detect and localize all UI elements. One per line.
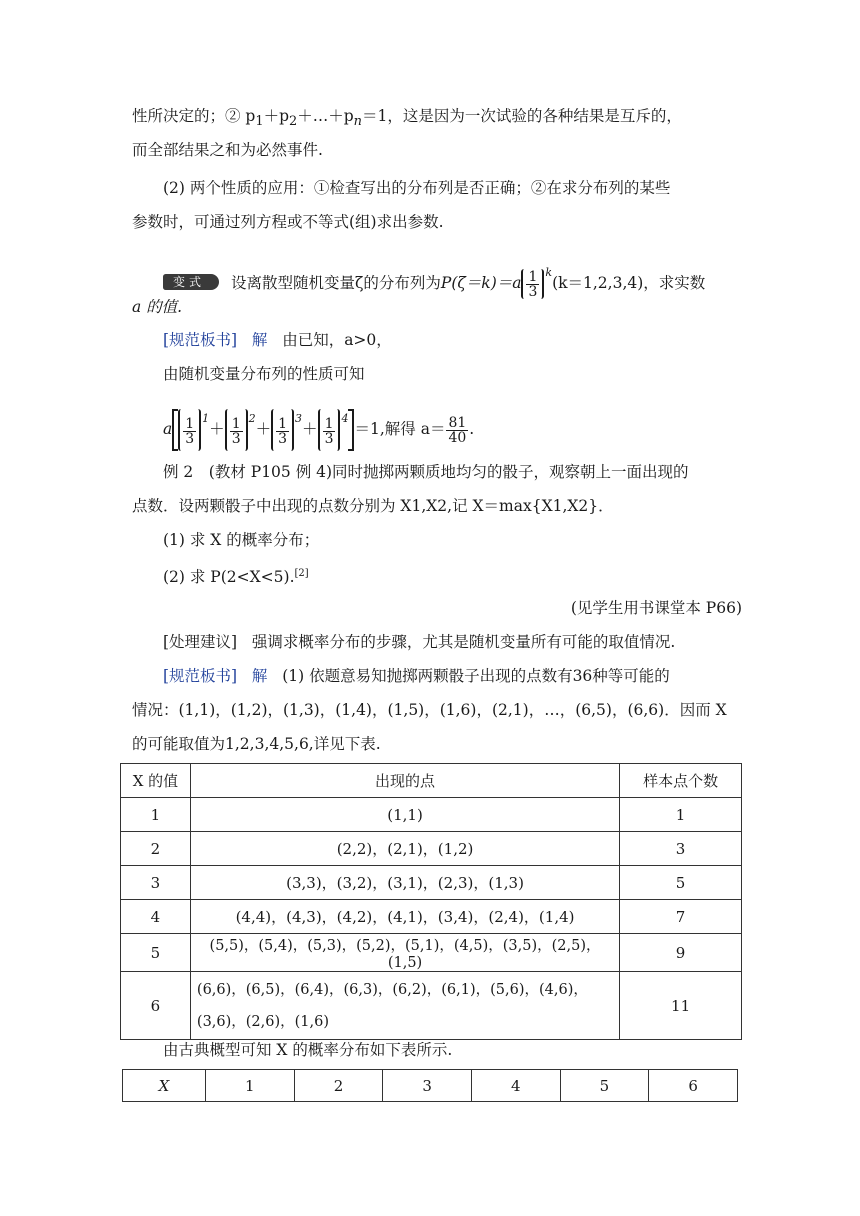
example2-q1: (1) 求 X 的概率分布； — [163, 531, 320, 549]
solution2-tag: [规范板书] — [163, 667, 238, 685]
solution1-equation: a $\frac{1}{3}$ $^1$＋ $\frac{1}{3}$ $^2$＋ $\frac{1}{3}$ $^3$＋ $\frac{1}{3}$ $^4$＝1,解得 a＝ $\frac{81}{40}$ . — [163, 398, 474, 451]
table-row: 3 (3,3)，(3,2)，(3,1)，(2,3)，(1,3) 5 — [121, 866, 742, 900]
see-reference: (见学生用书课堂本 P66) — [570, 599, 742, 617]
solution1-line2: 由随机变量分布列的性质可知 — [163, 365, 365, 383]
classical-line: 由古典概型可知 X 的概率分布如下表所示. — [163, 1041, 453, 1059]
table-row: 1 (1,1) 1 — [121, 798, 742, 832]
example2-line2: 点数．设两颗骰子中出现的点数分别为 X1,X2,记 X＝max{X1,X2}． — [132, 497, 614, 515]
header-x-value: X 的值 — [121, 764, 191, 798]
header-points: 出现的点 — [190, 764, 619, 798]
table-row: 4 (4,4)，(4,3)，(4,2)，(4,1)，(3,4)，(2,4)，(1,4) 7 — [121, 900, 742, 934]
solution1-line1: [规范板书] 解 由已知，a>0， — [163, 331, 392, 349]
solution2-line2: 情况：(1,1)，(1,2)，(1,3)，(1,4)，(1,5)，(1,6)，(2,1)，…，(6,5)，(6,6)．因而 X — [132, 701, 727, 719]
table-row: 2 (2,2)，(2,1)，(1,2) 3 — [121, 832, 742, 866]
para1-line1: 性所决定的；② $p_1+p_2+\dots+p_n=1$，这是因为一次试验的各种结果是互斥的， — [132, 107, 682, 130]
probability-table — [122, 1069, 738, 1102]
advice-tag: [处理建议] — [163, 633, 238, 651]
para2-line2: 参数时，可通过列方程或不等式(组)求出参数. — [132, 213, 444, 231]
table-row: 5 (5,5)，(5,4)，(5,3)，(5,2)，(5,1)，(4,5)，(3,5)，(2,5)，(1,5) 9 — [121, 934, 742, 972]
distribution-table — [120, 763, 742, 1040]
solution2-line3: 的可能取值为1,2,3,4,5,6,详见下表. — [132, 735, 381, 753]
solution1-tag: [规范板书] — [163, 331, 238, 349]
example2-line1: 例 2 (教材 P105 例 4)同时抛掷两颗质地均匀的骰子，观察朝上一面出现的 — [163, 463, 689, 481]
fraction-paren: $\frac{1}{3}$ — [521, 269, 544, 300]
para1-line2: 而全部结果之和为必然事件. — [132, 141, 323, 159]
variant-line1: 变式 设离散型随机变量ζ的分布列为P(ζ＝k)＝a $\frac{1}{3}$ $^k$(k＝1,2,3,4)，求实数 — [163, 258, 705, 299]
para2-line1: (2) 两个性质的应用：①检查写出的分布列是否正确；②在求分布列的某些 — [163, 179, 671, 197]
table-row: X 1 2 3 4 5 6 — [123, 1070, 738, 1102]
solution2-line1: [规范板书] 解 (1) 依题意易知抛掷两颗骰子出现的点数有36种等可能的 — [163, 667, 670, 685]
header-count: 样本点个数 — [620, 764, 742, 798]
variant-line2: a 的值. — [132, 298, 183, 316]
example2-q2: (2) 求 P(2<X<5).[2] — [163, 568, 309, 586]
advice-line: [处理建议] 强调求概率分布的步骤，尤其是随机变量所有可能的取值情况. — [163, 633, 676, 651]
table-header-row — [121, 764, 742, 798]
table-row: 6 (6,6)，(6,5)，(6,4)，(6,3)，(6,2)，(6,1)，(5,6)，(4,6)，(3,6)，(2,6)，(1,6) 11 — [121, 972, 742, 1040]
variant-badge: 变式 — [163, 274, 219, 290]
